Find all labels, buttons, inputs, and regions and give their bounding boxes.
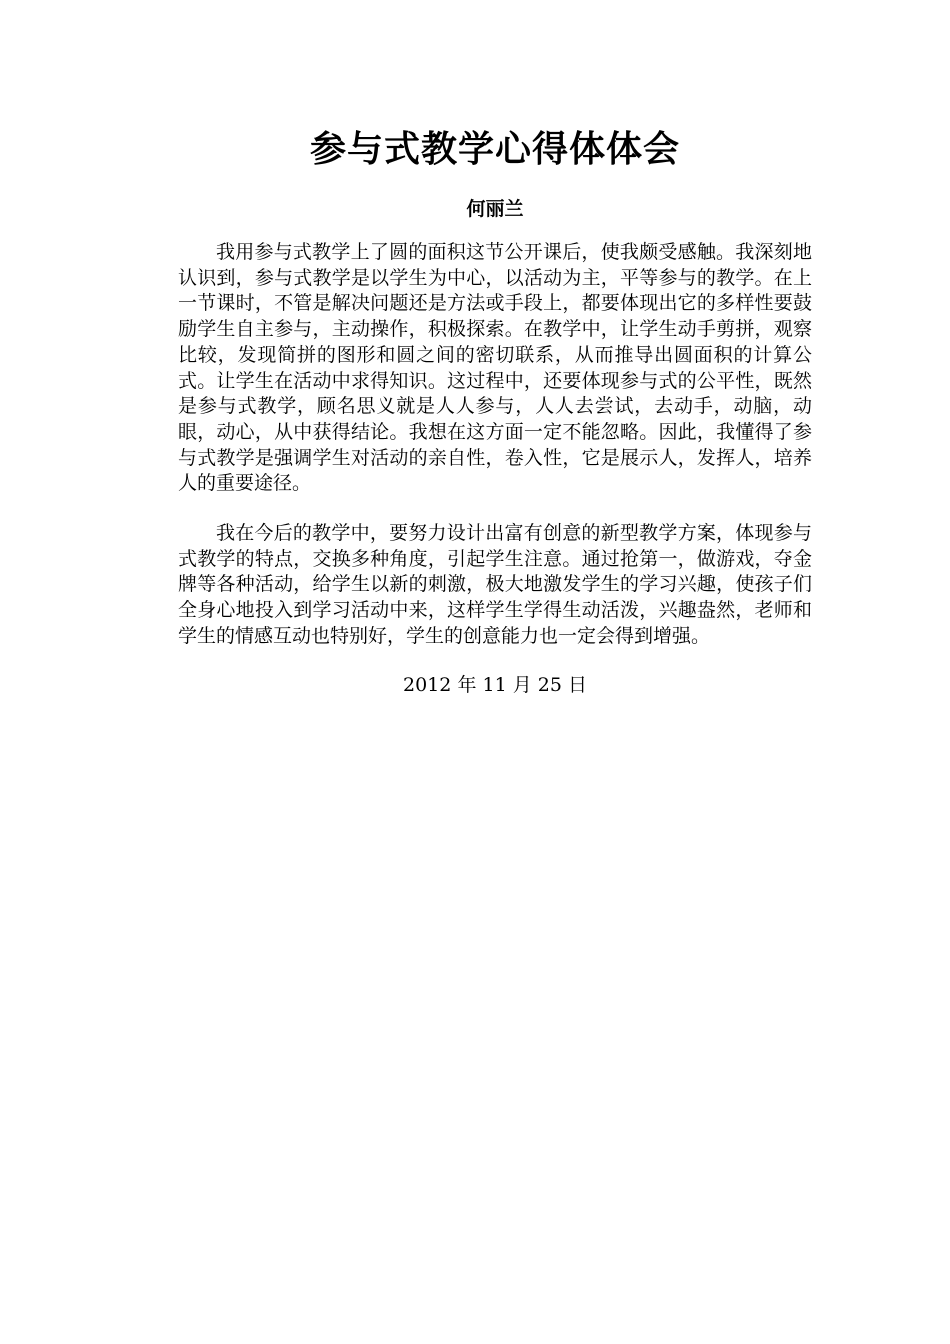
document-date: 2012 年 11 月 25 日 (403, 673, 587, 696)
author-name: 何丽兰 (466, 198, 524, 220)
document-title: 参与式教学心得体体会 (309, 129, 680, 170)
document-body (178, 120, 812, 698)
body-paragraph-1: 我用参与式教学上了圆的面积这节公开课后，使我颇受感触。我深刻地认识到，参与式教学是以学生为中心，以活动为主，平等参与的教学。在上一节课时，不管是解决问题还是方法或手段上，都要体现出它的多样性要鼓励学生自主参与，主动操作，积极探索。在教学中，让学生动手剪拼，观察比较，发现简拼的图形和圆之间的密切联系，从而推导出圆面积的计算公式。让学生在活动中求得知识。这过程中，还要体现参与式的公平性，既然是参与式教学，顾名思义就是人人参与，人人去尝试，去动手，动脑，动眼，动心，从中获得结论。我想在这方面一定不能忽略。因此，我懂得了参与式教学是强调学生对活动的亲自性，卷入性，它是展示人，发挥人，培养人的重要途径。 (178, 241, 812, 495)
body-paragraph-2: 我在今后的教学中，要努力设计出富有创意的新型教学方案，体现参与式教学的特点，交换多种角度，引起学生注意。通过抢第一，做游戏，夺金牌等各种活动，给学生以新的刺激，极大地激发学生的学习兴趣，使孩子们全身心地投入到学习活动中来，这样学生学得生动活泼，兴趣盎然，老师和学生的情感互动也特别好，学生的创意能力也一定会得到增强。 (178, 522, 812, 647)
